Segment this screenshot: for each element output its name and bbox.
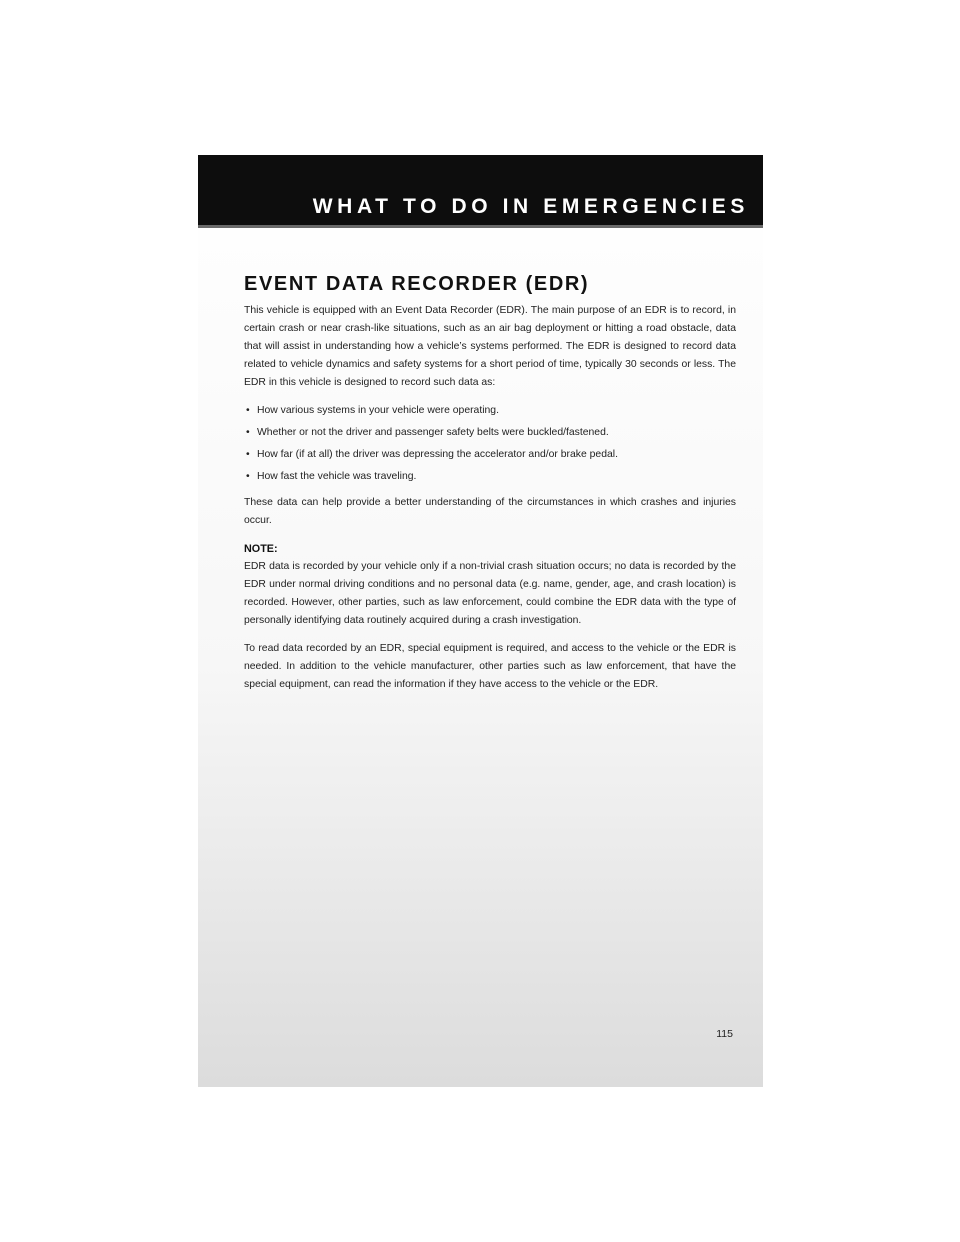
article-content — [244, 273, 736, 704]
list-item: • How far (if at all) the driver was depressing the accelerator and/or brake pedal. — [244, 446, 736, 464]
closing-paragraph: To read data recorded by an EDR, special equipment is required, and access to the vehicle or the EDR is needed. In addition to the vehicle manufacturer, other parties such as law enforcement, that have the special equipment, can read the information if they have access to the vehicle or the EDR. — [244, 643, 736, 690]
list-item: • How various systems in your vehicle were operating. — [244, 402, 736, 420]
list-item: • Whether or not the driver and passenger safety belts were buckled/fastened. — [244, 424, 736, 442]
article-heading: EVENT DATA RECORDER (EDR) — [244, 273, 590, 295]
intro-paragraph: This vehicle is equipped with an Event Data Recorder (EDR). The main purpose of an EDR is to record, in certain crash or near crash-like situations, such as an air bag deployment or hitting a road obstacle, data that will assist in understanding how a vehicle’s systems performed. The EDR is designed to record data related to vehicle dynamics and safety systems for a short period of time, typically 30 seconds or less. The EDR in this vehicle is designed to record such data as: — [244, 305, 736, 388]
note-paragraph: EDR data is recorded by your vehicle only if a non-trivial crash situation occurs; no data is recorded by the EDR under normal driving conditions and no personal data (e.g. name, gender, age, and crash location) is recorded. However, other parties, such as law enforcement, could combine the EDR data with the type of personally identifying data routinely acquired during a crash investigation. — [244, 561, 736, 626]
manual-page — [198, 155, 763, 1087]
recorded-data-list — [244, 402, 736, 486]
summary-paragraph: These data can help provide a better understanding of the circumstances in which crashes and injuries occur. — [244, 497, 736, 526]
list-item: • How fast the vehicle was traveling. — [244, 468, 736, 486]
note-label: NOTE: — [244, 543, 278, 555]
section-title: WHAT TO DO IN EMERGENCIES — [312, 195, 749, 218]
page-number: 115 — [716, 1028, 733, 1040]
section-header-bar — [198, 155, 763, 225]
header-divider — [198, 225, 763, 228]
